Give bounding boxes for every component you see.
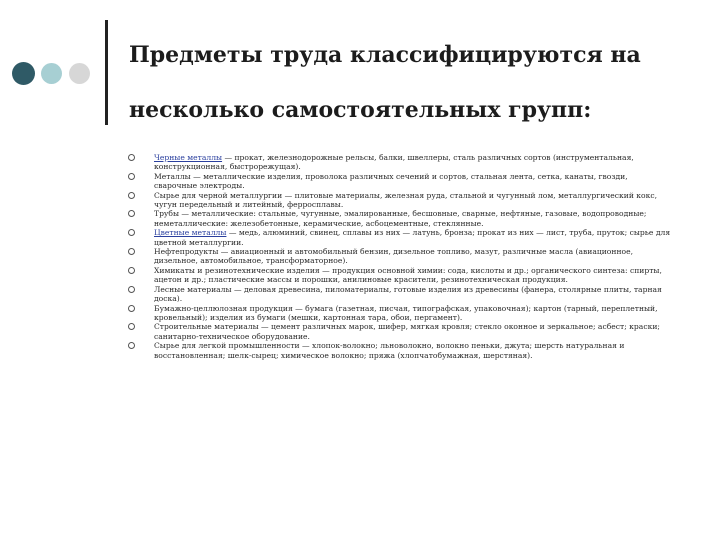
gray-dot: [69, 63, 90, 84]
slide-title: [129, 28, 689, 138]
item-text: Строительные материалы — цемент различных марок, шифер, мягкая кровля; стекло оконное и зеркальное; асбест; краски; санитарно-техническое оборудование.: [154, 322, 660, 341]
list-item: [128, 285, 673, 304]
item-text: Сырье для черной металлургии — плитовые материалы, железная руда, стальной и чугунный лом, металлургический кокс, чугун передельный и литейный, ферросплавы.: [154, 190, 658, 210]
item-text: — прокат, железнодорожные рельсы, балки, швеллеры, сталь различных сортов (инструментальная, конструкционная, быстрорежущая).: [154, 153, 634, 172]
item-text: Бумажно-целлюлозная продукция — бумага (газетная, писчая, типографская, упаковочная); картон (тарный, переплетный, кровельный); изделия из бумаги (мешки, картонная тара, обои, пергамент).: [154, 303, 658, 322]
bullet-icon: [128, 154, 135, 161]
link-black-metals[interactable]: Черные металлы: [154, 153, 223, 162]
item-text: Металлы — металлические изделия, проволока различных сечений и сортов, стальная лента, сетка, канаты, гвозди, сварочные электроды.: [154, 171, 628, 191]
bullet-icon: [128, 305, 135, 312]
item-text: Сырье для легкой промышленности — хлопок-волокно; льноволокно, волокно пеньки, джута; шерсть натуральная и восстановленная; шелк-сырец; химическое волокно; пряжа (хлопчатобумажная, шерстяная).: [154, 341, 625, 360]
bullet-icon: [128, 323, 135, 330]
bullet-list: [128, 153, 673, 360]
list-item: [128, 247, 673, 266]
list-item: [128, 228, 673, 247]
title-divider: [105, 20, 108, 125]
item-text: — медь, алюминий, свинец, сплавы из них — латунь, бронза; прокат из них — лист, труба, пруток; сырье для цветной металлургии.: [154, 228, 671, 247]
title-line-1: Предметы труда классифицируются на: [129, 42, 641, 68]
list-item: [128, 172, 673, 191]
list-item: [128, 322, 673, 341]
item-text: Лесные материалы — деловая древесина, пиломатериалы, готовые изделия из древесины (фанера, столярные плиты, тарная доска).: [154, 284, 662, 304]
bullet-icon: [128, 267, 135, 274]
bullet-icon: [128, 286, 135, 293]
title-line-2: несколько самостоятельных групп:: [129, 97, 592, 123]
list-item: [128, 341, 673, 360]
list-item: [128, 266, 673, 285]
item-text: Нефтепродукты — авиационный и автомобильный бензин, дизельное топливо, мазут, различные масла (авиационное, дизельное, автомобильное, трансформаторное).: [154, 247, 633, 266]
list-item: [128, 209, 673, 228]
bullet-icon: [128, 229, 135, 236]
list-item: [128, 153, 673, 172]
dark-teal-dot: [12, 62, 35, 85]
item-text: Трубы — металлические: стальные, чугунные, эмалированные, бесшовные, сварные, нефтяные, газовые, водопроводные; неметаллические: железобетонные, керамические, асбоцементные, стеклянные.: [154, 209, 647, 228]
bullet-icon: [128, 192, 135, 199]
list-item: [128, 304, 673, 323]
light-teal-dot: [41, 63, 62, 84]
link-nonferrous-metals[interactable]: Цветные металлы: [154, 228, 227, 238]
list-item: [128, 191, 673, 210]
item-text: Химикаты и резинотехнические изделия — продукция основной химии: сода, кислоты и др.; органического синтеза: спирты, ацетон и др.; пластические массы и порошки, анилиновые красители, резинотехническая продукция.: [154, 265, 662, 285]
bullet-icon: [128, 248, 135, 255]
bullet-icon: [128, 210, 135, 217]
bullet-icon: [128, 173, 135, 180]
decorative-dots: [12, 61, 94, 87]
bullet-icon: [128, 342, 135, 349]
